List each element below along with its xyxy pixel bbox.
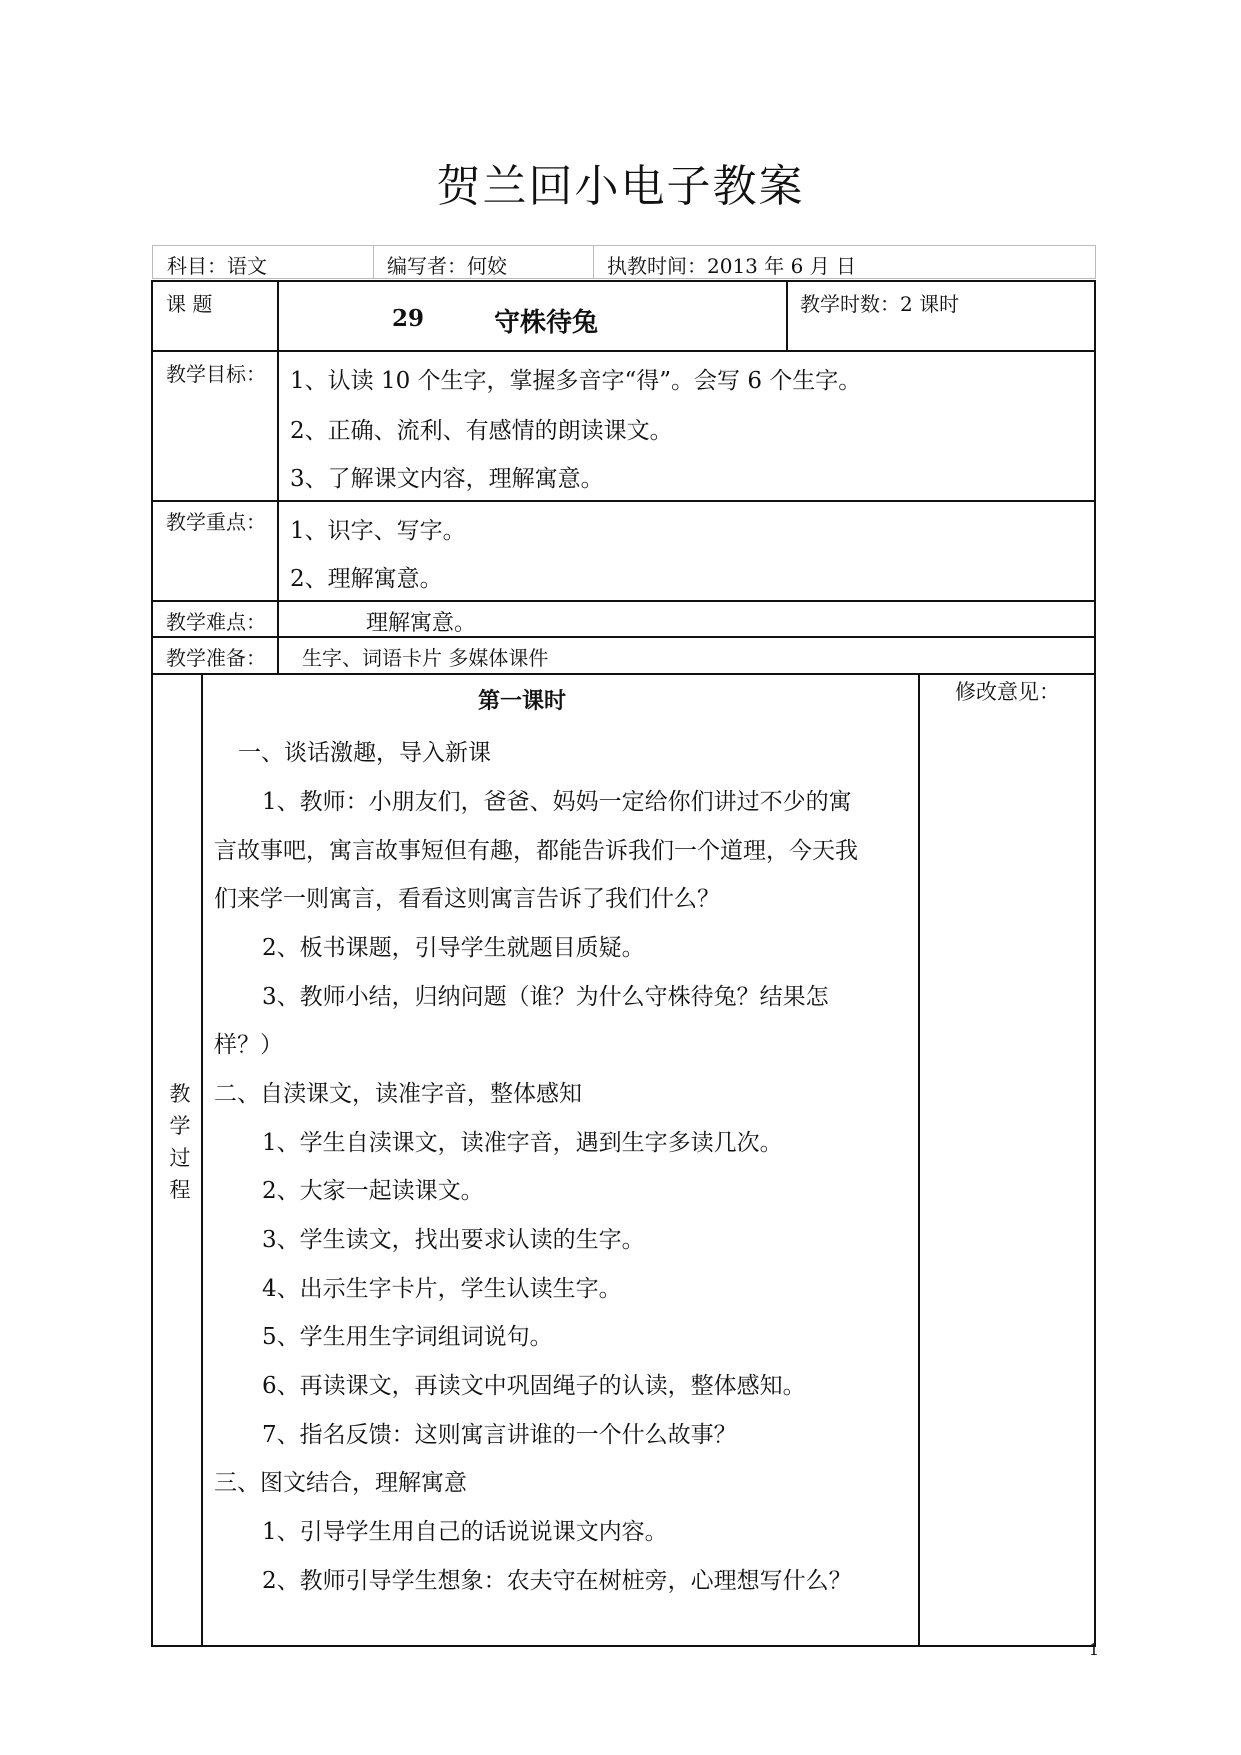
process-line: 2、板书课题，引导学生就题目质疑。 bbox=[262, 935, 645, 961]
process-line: 1、教师：小朋友们，爸爸、妈妈一定给你们讲过不少的寓 bbox=[262, 789, 852, 815]
meta-row bbox=[152, 245, 1096, 279]
process-line: 7、指名反馈：这则寓言讲谁的一个什么故事？ bbox=[262, 1422, 737, 1448]
process-line: 们来学一则寓言，看看这则寓言告诉了我们什么？ bbox=[214, 886, 720, 912]
goals-label: 教学目标： bbox=[166, 362, 266, 386]
row-divider bbox=[151, 500, 1096, 502]
process-line: 4、出示生字卡片，学生认读生字。 bbox=[262, 1276, 622, 1302]
revise-column-divider bbox=[918, 673, 920, 1647]
process-label-divider bbox=[201, 673, 203, 1647]
lesson-hours: 教学时数：2 课时 bbox=[800, 292, 960, 316]
lesson-name: 守株待兔 bbox=[494, 308, 599, 338]
row-divider bbox=[151, 350, 1096, 352]
process-line: 1、引导学生用自己的话说说课文内容。 bbox=[262, 1519, 668, 1545]
key-points-label: 教学重点： bbox=[166, 510, 266, 534]
process-line: 一、谈话激趣，导入新课 bbox=[238, 740, 491, 766]
prep-label: 教学准备： bbox=[166, 646, 266, 670]
author-field: 编写者：何姣 bbox=[387, 254, 507, 278]
process-line: 2、教师引导学生想象：农夫守在树桩旁，心理想写什么？ bbox=[262, 1568, 852, 1594]
process-line: 样？） bbox=[214, 1032, 283, 1058]
prep-text: 生字、词语卡片 多媒体课件 bbox=[302, 646, 549, 670]
session-heading: 第一课时 bbox=[478, 689, 567, 714]
row-divider bbox=[151, 636, 1096, 638]
process-line: 二、自渎课文，读准字音，整体感知 bbox=[214, 1081, 582, 1107]
date-field: 执教时间：2013 年 6 月 日 bbox=[607, 254, 857, 278]
meta-divider bbox=[373, 246, 374, 278]
goal-item: 2、正确、流利、有感情的朗读课文。 bbox=[290, 418, 673, 444]
process-line: 3、学生读文，找出要求认读的生字。 bbox=[262, 1227, 645, 1253]
goal-item: 1、认读 10 个生字，掌握多音字“得”。会写 6 个生字。 bbox=[290, 368, 862, 394]
topic-label: 课 题 bbox=[166, 292, 213, 316]
meta-divider bbox=[593, 246, 594, 278]
row-divider bbox=[151, 600, 1096, 602]
difficulty-text: 理解寓意。 bbox=[366, 611, 477, 636]
row-divider bbox=[151, 673, 1096, 675]
hours-column-divider bbox=[786, 280, 788, 350]
process-line: 3、教师小结，归纳问题（谁？为什么守株待兔？结果怎 bbox=[262, 984, 829, 1010]
document-title: 贺兰回小电子教案 bbox=[436, 161, 805, 212]
goal-item: 3、了解课文内容，理解寓意。 bbox=[290, 466, 604, 492]
process-line: 6、再读课文，再读文中巩固绳子的认读，整体感知。 bbox=[262, 1373, 806, 1399]
process-line: 2、大家一起读课文。 bbox=[262, 1178, 484, 1204]
key-point-item: 2、理解寓意。 bbox=[290, 566, 443, 592]
subject-field: 科目：语文 bbox=[167, 254, 267, 278]
process-line: 三、图文结合，理解寓意 bbox=[214, 1470, 467, 1496]
process-line: 言故事吧，寓言故事短但有趣，都能告诉我们一个道理，今天我 bbox=[214, 838, 858, 864]
label-column-divider bbox=[277, 280, 279, 673]
process-label: 教 学 过 程 bbox=[169, 1082, 191, 1202]
lesson-number: 29 bbox=[392, 305, 425, 332]
page-number: 1 bbox=[1088, 1640, 1099, 1659]
process-line: 5、学生用生字词组词说句。 bbox=[262, 1324, 553, 1350]
revise-label: 修改意见： bbox=[955, 680, 1060, 704]
process-line: 1、学生自渎课文，读准字音，遇到生字多读几次。 bbox=[262, 1130, 783, 1156]
difficulty-label: 教学难点： bbox=[166, 610, 266, 634]
key-point-item: 1、识字、写字。 bbox=[290, 518, 466, 544]
